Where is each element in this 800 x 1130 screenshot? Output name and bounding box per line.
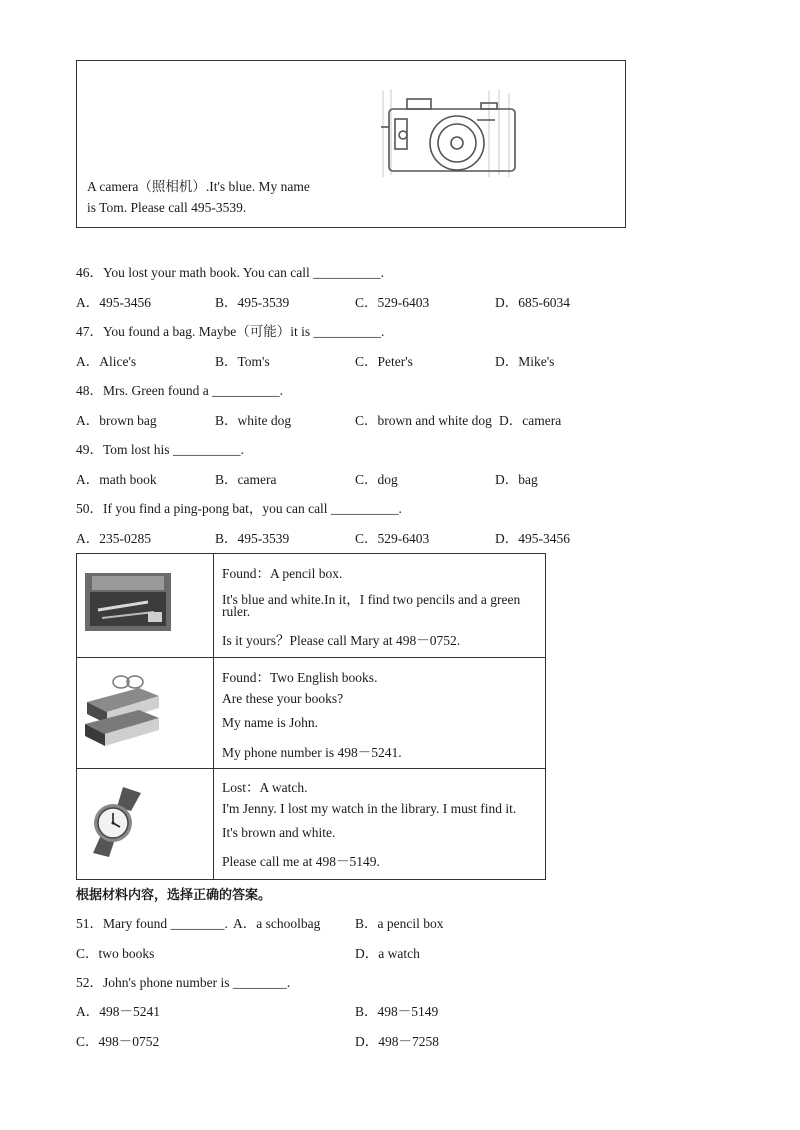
table-row	[77, 658, 545, 769]
watch-icon	[83, 783, 149, 859]
option-a[interactable]: A．495-3456	[76, 295, 151, 310]
notice-line: It's blue and white.In it，I find two pencils and a green	[222, 592, 521, 607]
notice-line: Lost：A watch.	[222, 780, 308, 795]
option-b[interactable]: B．498－5149	[355, 1004, 439, 1019]
notice-line: Found：A pencil box.	[222, 566, 343, 581]
question-stem: 50．If you find a ping-pong bat，you can call __________.	[76, 501, 402, 516]
option-d[interactable]: D．495-3456	[495, 531, 570, 546]
notice-line: Is it yours？Please call Mary at 498－0752.	[222, 633, 461, 648]
section-instruction: 根据材料内容，选择正确的答案。	[76, 888, 272, 903]
notice-text-line-2: is Tom. Please call 495-3539.	[87, 200, 247, 215]
question-stem: 48．Mrs. Green found a __________.	[76, 383, 283, 398]
option-b[interactable]: B．a pencil box	[355, 916, 444, 931]
question-stem: 49．Tom lost his __________.	[76, 442, 244, 457]
option-a[interactable]: A．a schoolbag	[233, 916, 321, 931]
notice-line: Please call me at 498－5149.	[222, 854, 380, 869]
image-cell	[77, 658, 214, 768]
option-b[interactable]: B．495-3539	[215, 295, 290, 310]
question-stem: 51．Mary found ________.	[76, 916, 228, 931]
image-cell	[77, 769, 214, 879]
option-a[interactable]: A．brown bag	[76, 413, 157, 428]
option-d[interactable]: D．a watch	[355, 946, 420, 961]
pencil-box-icon	[84, 572, 172, 632]
option-c[interactable]: C．Peter's	[355, 354, 413, 369]
option-d[interactable]: D．camera	[499, 413, 562, 428]
option-a[interactable]: A．math book	[76, 472, 157, 487]
notice-text-line-1: A camera（照相机）.It's blue. My name	[87, 179, 310, 194]
table-row	[77, 769, 545, 879]
camera-notice-box	[76, 60, 626, 228]
option-a[interactable]: A．Alice's	[76, 354, 137, 369]
question-stem: 52．John's phone number is ________.	[76, 975, 291, 990]
option-b[interactable]: B．495-3539	[215, 531, 290, 546]
notice-line: My name is John.	[222, 715, 318, 730]
notice-line: I'm Jenny. I lost my watch in the library. I must find it.	[222, 801, 517, 816]
image-cell	[77, 554, 214, 657]
option-a[interactable]: A．498－5241	[76, 1004, 160, 1019]
option-d[interactable]: D．bag	[495, 472, 538, 487]
option-a[interactable]: A．235-0285	[76, 531, 151, 546]
option-d[interactable]: D．685-6034	[495, 295, 570, 310]
option-b[interactable]: B．Tom's	[215, 354, 270, 369]
notice-line: My phone number is 498－5241.	[222, 745, 402, 760]
option-b[interactable]: B．camera	[215, 472, 277, 487]
notice-line: Are these your books?	[222, 691, 344, 706]
question-stem: 47．You found a bag. Maybe（可能）it is __________.	[76, 324, 385, 339]
option-c[interactable]: C．two books	[76, 946, 155, 961]
notice-table	[76, 553, 546, 880]
notice-line: ruler.	[222, 604, 251, 619]
option-c[interactable]: C．529-6403	[355, 295, 430, 310]
table-row	[77, 554, 545, 658]
option-b[interactable]: B．white dog	[215, 413, 292, 428]
books-icon	[83, 672, 163, 748]
option-c[interactable]: C．dog	[355, 472, 398, 487]
notice-line: Found：Two English books.	[222, 670, 378, 685]
option-d[interactable]: D．Mike's	[495, 354, 555, 369]
camera-icon	[377, 87, 522, 179]
option-c[interactable]: C．498－0752	[76, 1034, 160, 1049]
option-c[interactable]: C．brown and white dog	[355, 413, 492, 428]
option-d[interactable]: D．498－7258	[355, 1034, 439, 1049]
option-c[interactable]: C．529-6403	[355, 531, 430, 546]
question-stem: 46．You lost your math book. You can call __________.	[76, 265, 385, 280]
notice-line: It's brown and white.	[222, 825, 336, 840]
